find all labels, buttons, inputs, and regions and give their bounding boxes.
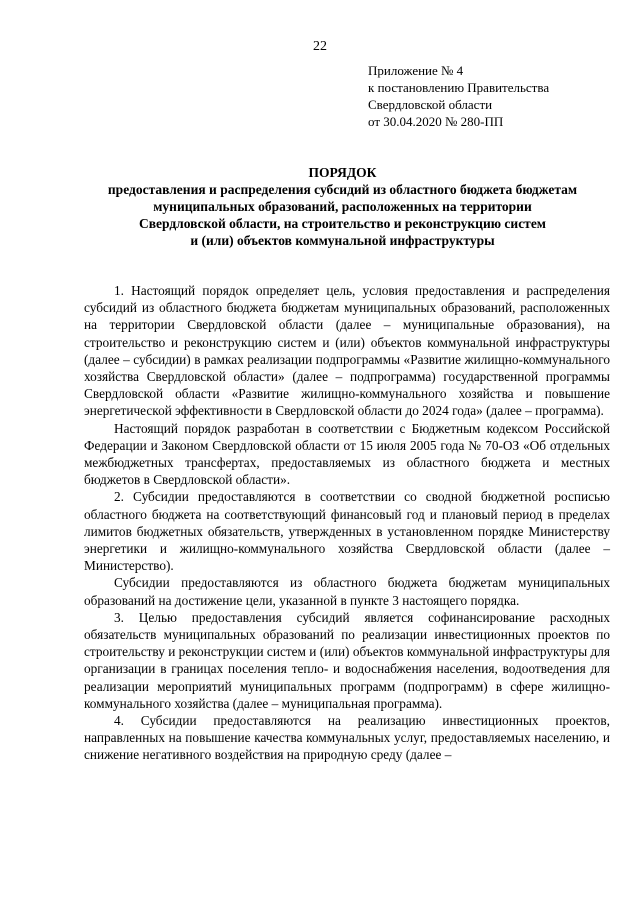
appendix-line: от 30.04.2020 № 280-ПП [368, 114, 504, 129]
title-line: предоставления и распределения субсидий из областного бюджета бюджетам [107, 182, 578, 197]
paragraph: Настоящий порядок разработан в соответствии с Бюджетным кодексом Российской Федерации и Законом Свердловской области от 15 июля 2005 года № 70-ОЗ «Об отдельных межбюджетных трансфертах, предоставляемых из областного бюджета и местных бюджетов в Свердловской области». [84, 420, 610, 488]
appendix-line: Свердловской области [368, 97, 493, 112]
document-title [80, 164, 605, 249]
paragraph: 3. Целью предоставления субсидий является софинансирование расходных обязательств муниципальных образований по реализации инвестиционных проектов по строительству и реконструкции систем и (или) объектов коммунальной инфраструктуры для организации в границах поселения тепло- и водоснабжения населения, водоотведения для реализации мероприятий муниципальных программ (подпрограмм) в сфере жилищно-коммунального хозяйства (далее – муниципальная программа). [84, 609, 610, 711]
page-number: 22 [313, 39, 327, 54]
appendix-line: Приложение № 4 [368, 63, 464, 78]
title-line: Свердловской области, на строительство и реконструкцию систем [138, 216, 547, 231]
paragraph: 1. Настоящий порядок определяет цель, условия предоставления и распределения субсидий из областного бюджета бюджетам муниципальных образований, расположенных на территории Свердловской области (далее – муниципальные образования), на строительство и реконструкцию систем и (или) объектов коммунальной инфраструктуры (далее – субсидии) в рамках реализации подпрограммы «Развитие жилищно-коммунального хозяйства Свердловской области» (далее – подпрограмма) государственной программы Свердловской области «Развитие жилищно-коммунального хозяйства и повышение энергетической эффективности в Свердловской области до 2024 года» (далее – программа). [84, 283, 610, 419]
appendix-reference [368, 62, 618, 130]
title-heading: ПОРЯДОК [308, 165, 377, 180]
document-body [84, 282, 610, 764]
paragraph: 4. Субсидии предоставляются на реализацию инвестиционных проектов, направленных на повышение качества коммунальных услуг, предоставляемых населению, и снижение негативного воздействия на природную среду (далее – [84, 713, 610, 763]
appendix-line: к постановлению Правительства [368, 80, 550, 95]
title-line: муниципальных образований, расположенных на территории [153, 199, 532, 214]
paragraph: 2. Субсидии предоставляются в соответствии со сводной бюджетной росписью областного бюджета на соответствующий финансовый год и плановый период в пределах лимитов бюджетных обязательств, утвержденных в установленном порядке Министерству энергетики и жилищно-коммунального хозяйства Свердловской области (далее – Министерство). [84, 489, 610, 574]
paragraph: Субсидии предоставляются из областного бюджета бюджетам муниципальных образований на достижение цели, указанной в пункте 3 настоящего порядка. [84, 575, 610, 608]
title-line: и (или) объектов коммунальной инфраструктуры [190, 233, 495, 248]
